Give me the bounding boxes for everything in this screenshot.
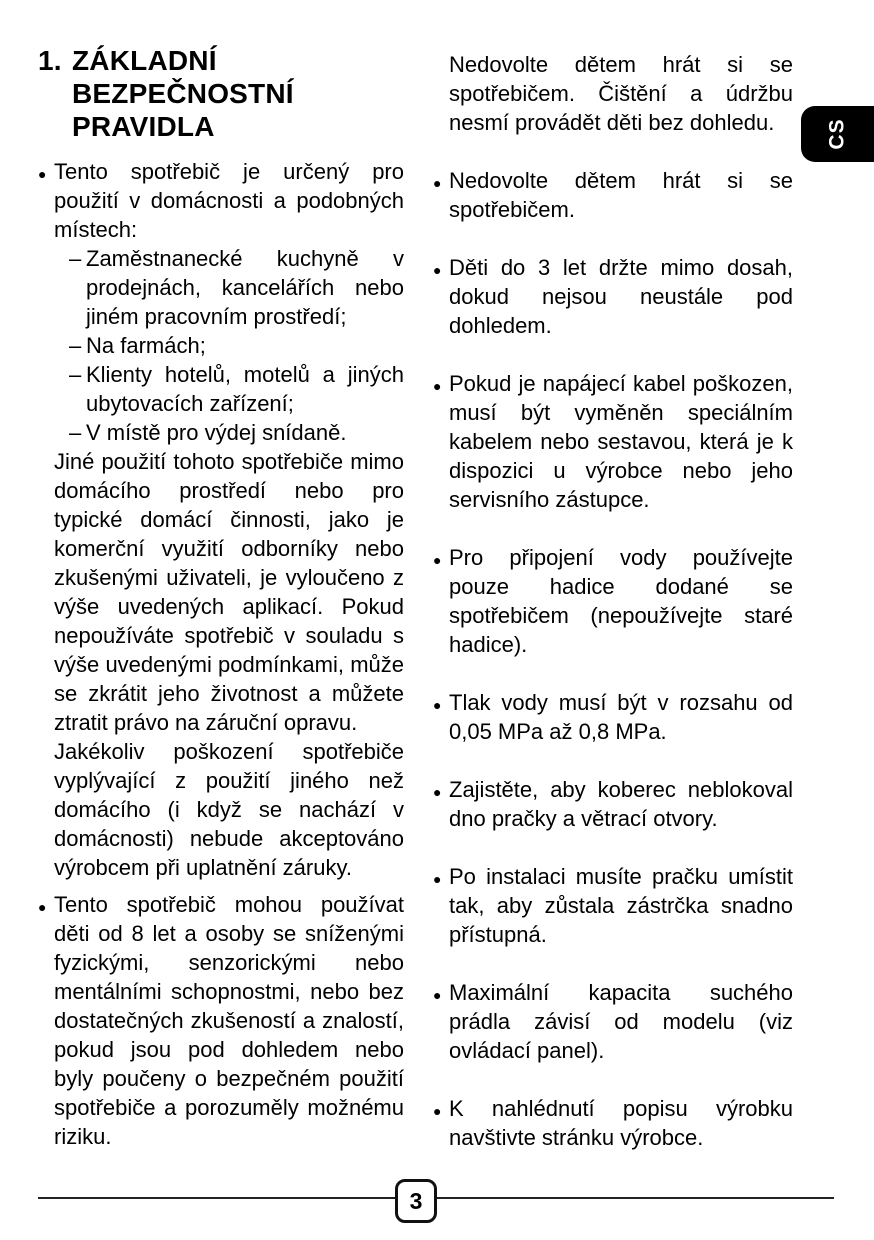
sub-list-item-text: Na farmách; — [86, 333, 206, 358]
dash-marker: – — [69, 420, 82, 445]
bullet-marker: ● — [38, 899, 47, 915]
dash-marker: – — [69, 333, 82, 358]
bullet-marker: ● — [433, 784, 442, 800]
section-heading — [38, 44, 404, 143]
paragraph — [433, 50, 793, 137]
sub-list-item — [38, 244, 404, 331]
page-number: 3 — [409, 1187, 423, 1214]
section-title: ZÁKLADNÍ BEZPEČNOSTNÍ PRAVIDLA — [72, 45, 294, 142]
paragraph — [38, 737, 404, 882]
bullet-marker: ● — [433, 175, 442, 191]
sub-list-item-text: V místě pro výdej snídaně. — [86, 420, 347, 445]
dash-marker: – — [69, 362, 82, 387]
bullet-marker: ● — [38, 166, 47, 182]
list-item-text: Zajistěte, aby koberec neblokoval dno pračky a větrací otvory. — [449, 777, 793, 831]
list-item-text: Pokud je napájecí kabel poškozen, musí být vyměněn speciálním kabelem nebo sestavou, která je k dispozici u výrobce nebo jeho servisního zástupce. — [449, 371, 793, 512]
bullet-marker: ● — [433, 378, 442, 394]
right-column — [433, 50, 793, 1152]
bullet-marker: ● — [433, 262, 442, 278]
list-item — [433, 1094, 793, 1152]
list-item — [38, 890, 404, 1151]
left-column — [38, 44, 404, 1151]
section-number: 1. — [38, 45, 62, 76]
list-item — [433, 166, 793, 224]
list-item-text: Tlak vody musí být v rozsahu od 0,05 MPa až 0,8 MPa. — [449, 690, 793, 744]
list-item-text: K nahlédnutí popisu výrobku navštivte stránku výrobce. — [449, 1096, 793, 1150]
paragraph-text: Jiné použití tohoto spotřebiče mimo domácího prostředí nebo pro typické domácí činnosti, jako je komerční využití odborníky nebo zkušenými uživateli, je vyloučeno z výše uvedených aplikací. Pokud nepoužíváte spotřebič v souladu s výše uvedenými podmínkami, může se zkrátit jeho životnost a můžete ztratit právo na záruční opravu. — [54, 449, 404, 735]
bullet-marker: ● — [433, 552, 442, 568]
sub-list-item — [38, 418, 404, 447]
list-item — [433, 775, 793, 833]
list-item — [433, 978, 793, 1065]
list-item — [433, 543, 793, 659]
sub-list-item-text: Klienty hotelů, motelů a jiných ubytovacích zařízení; — [86, 362, 404, 416]
dash-marker: – — [69, 246, 82, 271]
list-item-text: Pro připojení vody používejte pouze hadice dodané se spotřebičem (nepoužívejte staré hadice). — [449, 545, 793, 657]
paragraph — [38, 447, 404, 737]
list-item — [38, 157, 404, 244]
bullet-marker: ● — [433, 697, 442, 713]
paragraph-text: Nedovolte dětem hrát si se spotřebičem. Čištění a údržbu nesmí provádět děti bez dohledu. — [449, 52, 793, 135]
list-item-text: Maximální kapacita suchého prádla závisí od modelu (viz ovládací panel). — [449, 980, 793, 1063]
list-item-text: Tento spotřebič je určený pro použití v domácnosti a podobných místech: — [54, 159, 404, 242]
list-item — [433, 253, 793, 340]
paragraph-text: Jakékoliv poškození spotřebiče vyplývající z použití jiného než domácího (i když se nachází v domácnosti) nebude akceptováno výrobcem při uplatnění záruky. — [54, 739, 404, 880]
list-item-text: Po instalaci musíte pračku umístit tak, aby zůstala zástrčka snadno přístupná. — [449, 864, 793, 947]
bullet-marker: ● — [433, 1103, 442, 1119]
sub-list-item — [38, 331, 404, 360]
list-item-text: Tento spotřebič mohou používat děti od 8 let a osoby se sníženými fyzickými, senzorickými nebo mentálními schopnostmi, nebo bez dostatečných zkušeností a znalostí, pokud jsou pod dohledem nebo byly poučeny o bezpečném použití spotřebiče a porozuměly možnému riziku. — [54, 892, 404, 1149]
list-item-text: Nedovolte dětem hrát si se spotřebičem. — [449, 168, 793, 222]
language-tab-cs — [801, 106, 874, 162]
bullet-marker: ● — [433, 871, 442, 887]
sub-list-item-text: Zaměstnanecké kuchyně v prodejnách, kancelářích nebo jiném pracovním prostředí; — [86, 246, 404, 329]
sub-list-item — [38, 360, 404, 418]
list-item — [433, 369, 793, 514]
page-number-badge — [395, 1179, 437, 1223]
list-item — [433, 688, 793, 746]
list-item-text: Děti do 3 let držte mimo dosah, dokud nejsou neustále pod dohledem. — [449, 255, 793, 338]
bullet-marker: ● — [433, 987, 442, 1003]
language-tab-label: CS — [825, 118, 849, 150]
list-item — [433, 862, 793, 949]
